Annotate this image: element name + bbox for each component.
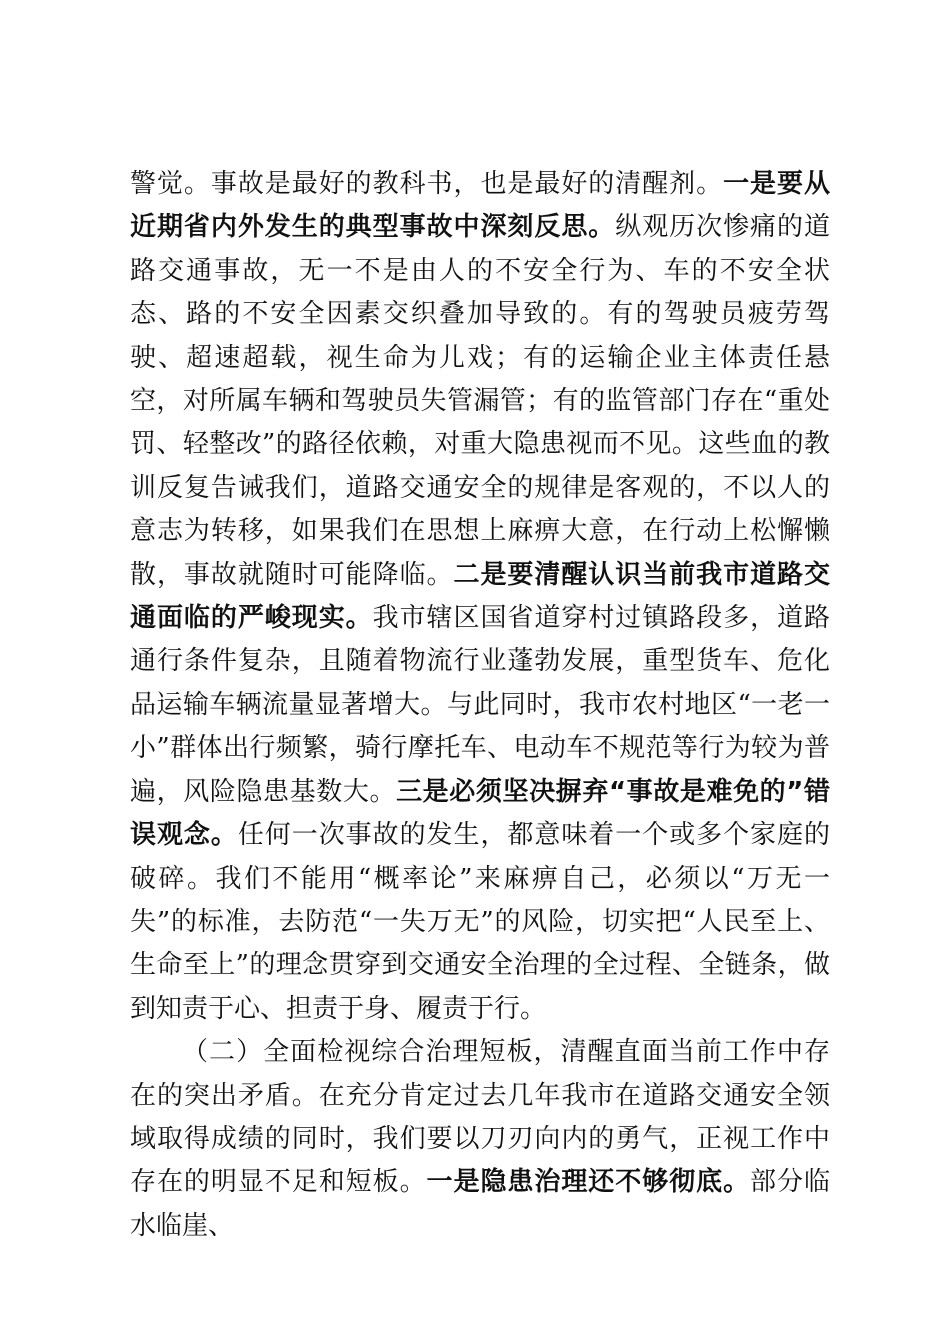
bold-heading-run: 一是要从近期省内外发生的典型事故中深刻反思。 xyxy=(130,169,830,243)
text-run: 我市辖区国省道穿村过镇路段多，道路通行条件复杂，且随着物流行业蓬勃发展，重型货车、危化品运输车辆流量显著增大。与此同时，我市农村地区“一老一小”群体出行频繁，骑行摩托车、电动车不规范等行为较为普遍，风险隐患基数大。 xyxy=(130,603,830,807)
text-run: 部分临水临崖、 xyxy=(130,1167,830,1241)
bold-heading-run: 二是要清醒认识当前我市道路交通面临的严峻现实。 xyxy=(130,559,830,634)
text-run: 任何一次事故的发生，都意味着一个或多个家庭的破碎。我们不能用“概率论”来麻痹自己，必须以“万无一失”的标准，去防范“一失万无”的风险，切实把“人民至上、生命至上”的理念贯穿到交通安全治理的全过程、全链条，做到知责于心、担责于身、履责于行。 xyxy=(130,820,830,1024)
text-run: 纵观历次惨痛的道路交通事故，无一不是由人的不安全行为、车的不安全状态、路的不安全因素交织叠加导致的。有的驾驶员疲劳驾驶、超速超载，视生命为儿戏；有的运输企业主体责任悬空，对所属车辆和驾驶员失管漏管；有的监管部门存在“重处罚、轻整改”的路径依赖，对重大隐患视而不见。这些血的教训反复告诫我们，道路交通安全的规律是客观的，不以人的意志为转移，如果我们在思想上麻痹大意，在行动上松懈懒散，事故就随时可能降临。 xyxy=(130,212,830,590)
paragraph-1 xyxy=(130,163,830,1031)
document-page xyxy=(130,163,830,1248)
paragraph-2 xyxy=(130,1031,830,1248)
bold-heading-run: 一是隐患治理还不够彻底。 xyxy=(426,1167,751,1198)
bold-heading-run: 三是必须坚决摒弃“事故是难免的”错误观念。 xyxy=(130,776,830,851)
text-run: （二）全面检视综合治理短板，清醒直面当前工作中存在的突出矛盾。在充分肯定过去几年我市在道路交通安全领域取得成绩的同时，我们要以刀刃向内的勇气，正视工作中存在的明显不足和短板。 xyxy=(130,1037,830,1198)
text-run: 警觉。事故是最好的教科书，也是最好的清醒剂。 xyxy=(130,169,724,199)
